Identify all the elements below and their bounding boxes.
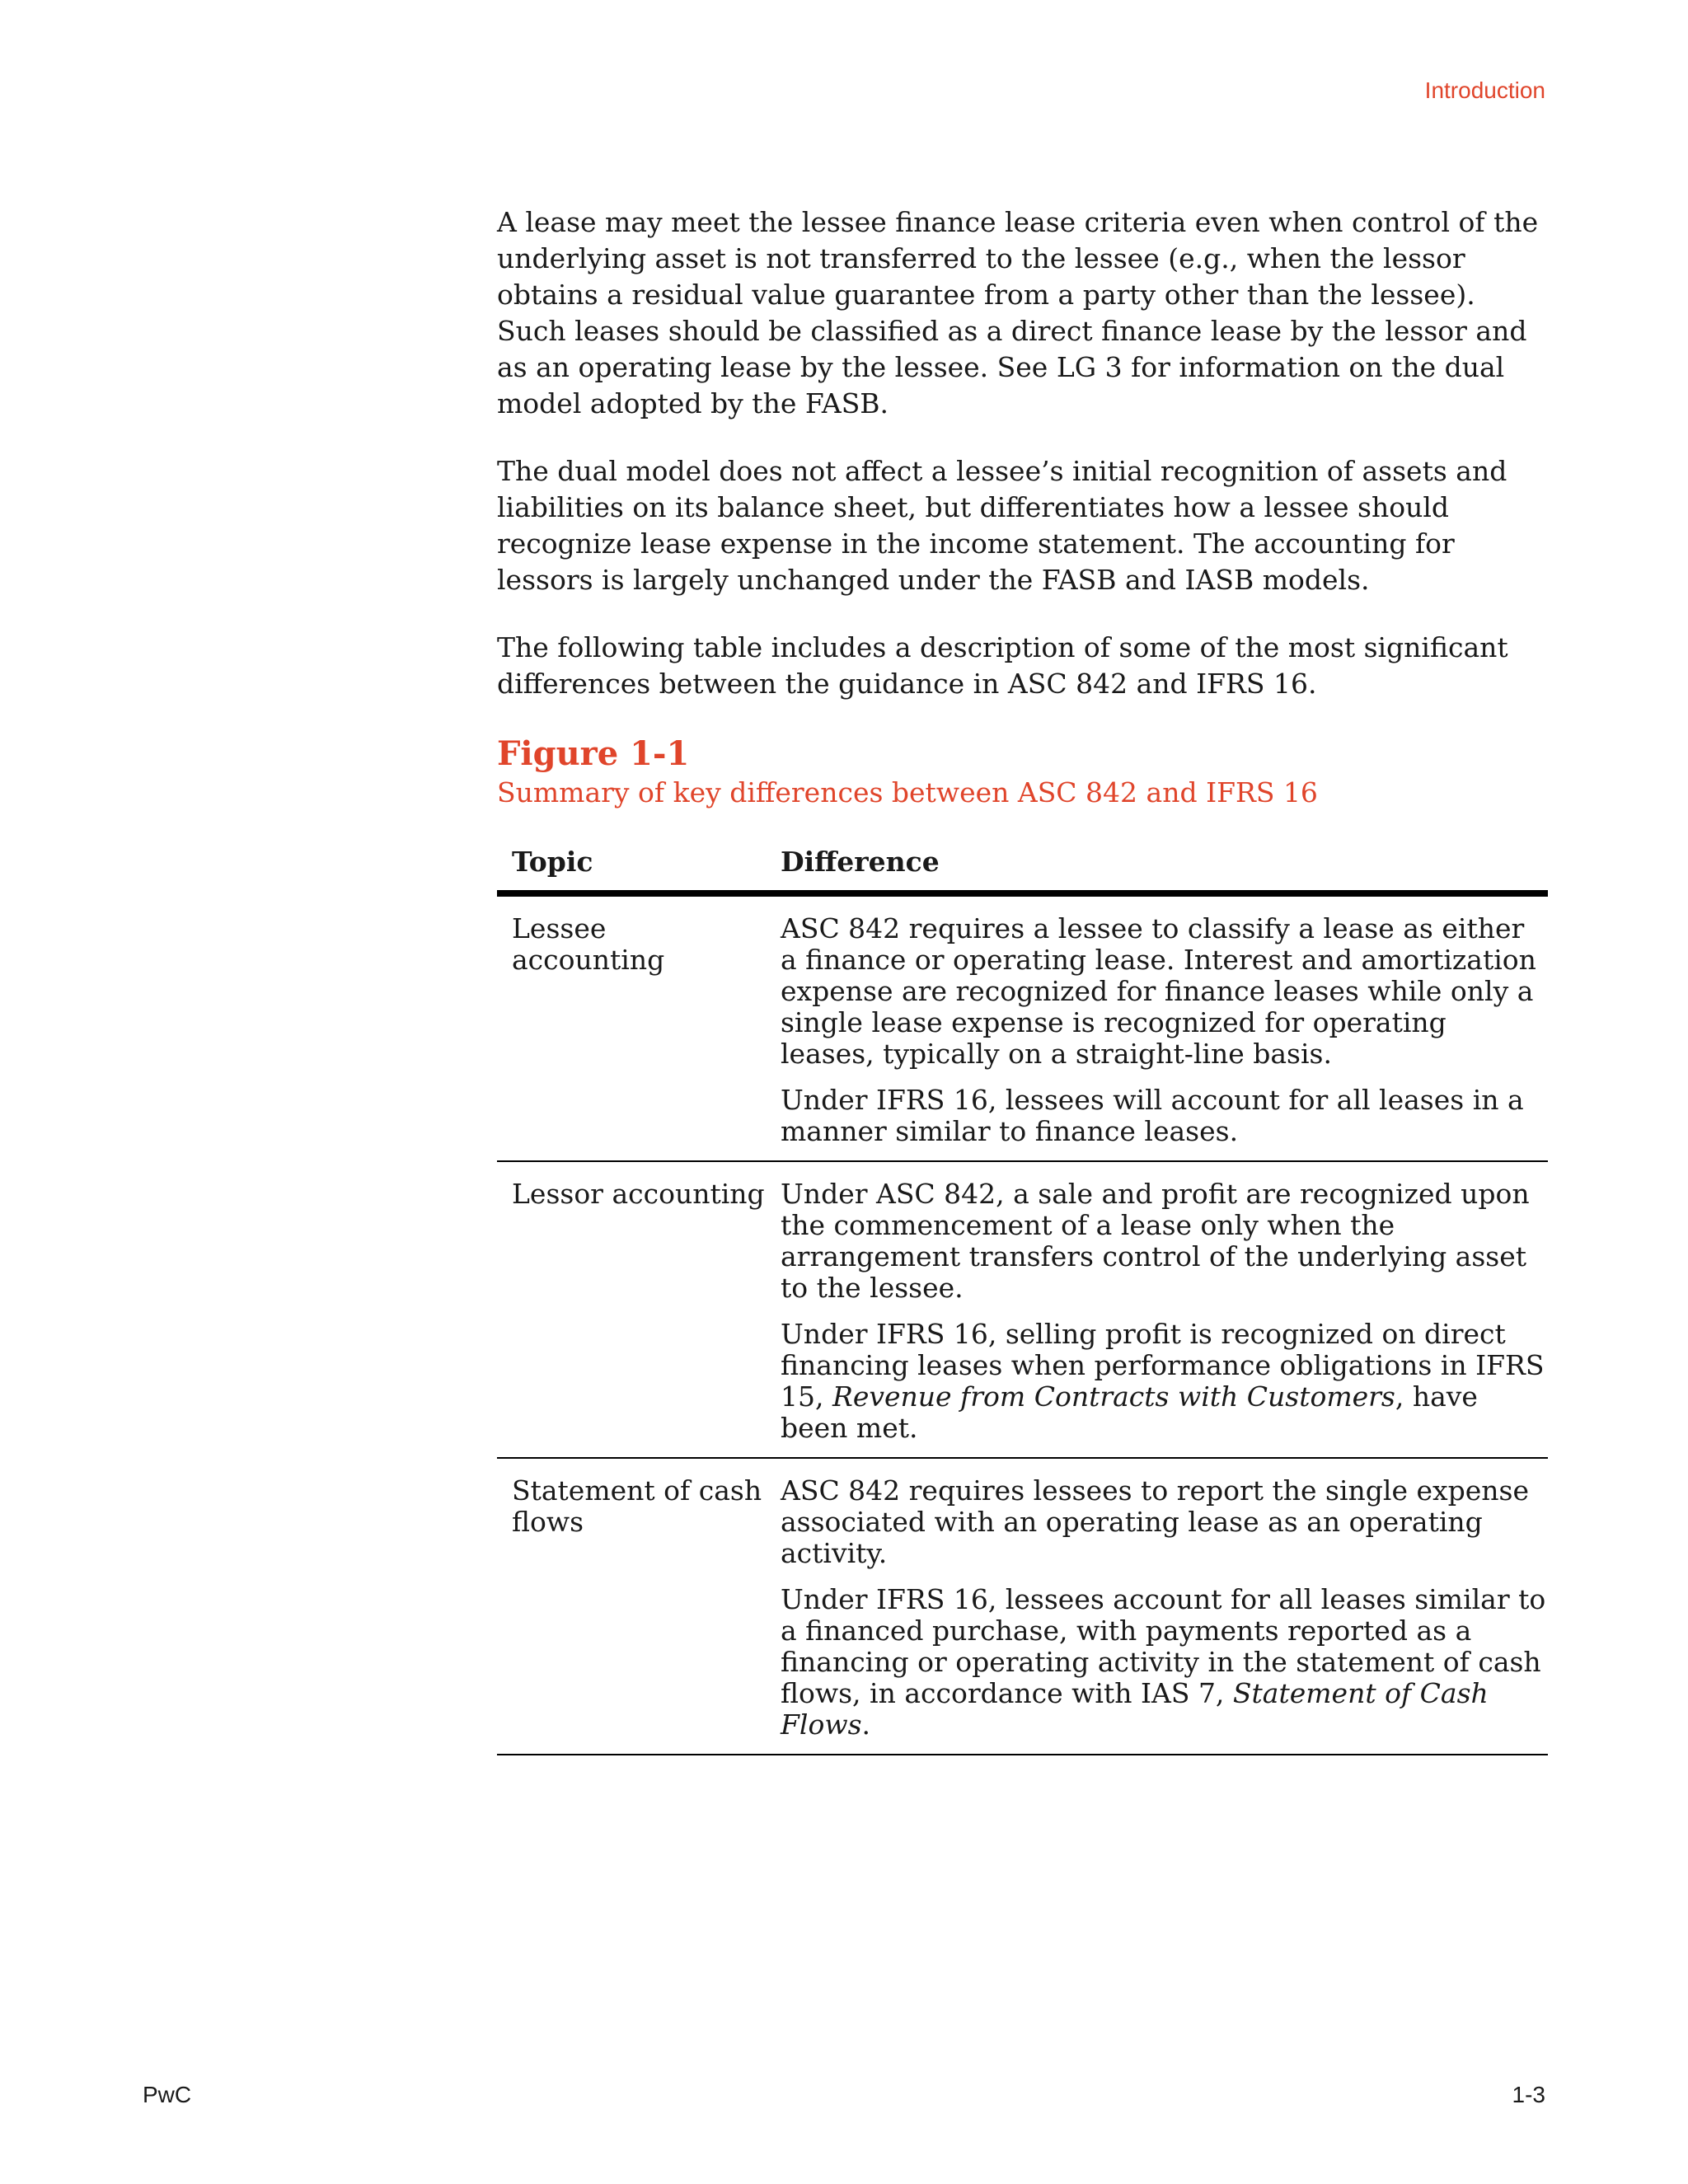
topic-cell: Lessor accounting <box>497 1161 766 1458</box>
column-header-difference: Difference <box>766 844 1548 893</box>
figure-subtitle: Summary of key differences between ASC 842 and IFRS 16 <box>497 776 1318 808</box>
difference-text-part: Under IFRS 16, lessees account for all leases similar to a financed purchase, with payments reported as a financing or operating activity in the statement of cash flows, in accordance with IAS 7, <box>781 1583 1546 1709</box>
paragraph-3: The following table includes a description of some of the most significant differences between the guidance in ASC 842 and IFRS 16. <box>497 631 1508 700</box>
paragraph-1: A lease may meet the lessee finance lease criteria even when control of the underlying asset is not transferred to the lessee (e.g., when the lessor obtains a residual value guarantee from a party other than the lessee). Such leases should be classified as a direct finance lease by the lessor and as an operating lease by the lessee. See LG 3 for information on the dual model adopted by the FASB. <box>497 206 1539 419</box>
section-header: Introduction <box>1424 77 1545 103</box>
table-row <box>497 1161 1548 1458</box>
table-row <box>497 1458 1548 1755</box>
topic-cell: Lessee accounting <box>497 893 766 1161</box>
difference-cell <box>766 1161 1548 1458</box>
difference-text: ASC 842 requires lessees to report the single expense associated with an operating lease as an operating activity. <box>781 1474 1529 1569</box>
difference-text: Under ASC 842, a sale and profit are recognized upon the commencement of a lease only when the arrangement transfers control of the underlying asset to the lessee. <box>781 1178 1530 1304</box>
standard-title-italic: Statement of Cash Flows <box>781 1677 1489 1741</box>
difference-text-part: Under IFRS 16, selling profit is recognized on direct financing leases when performance obligations in IFRS 15, <box>781 1318 1545 1413</box>
difference-text: Under IFRS 16, lessees will account for all leases in a manner similar to finance leases. <box>781 1084 1524 1147</box>
difference-text-part: . <box>861 1708 871 1741</box>
difference-text: ASC 842 requires a lessee to classify a lease as either a finance or operating lease. Interest and amortization expense are recognized for finance leases while only a single lease expense is recognized for operating leases, typically on a straight-line basis. <box>781 912 1536 1070</box>
page-number: 1-3 <box>1512 2082 1545 2107</box>
difference-text-part: , have been met. <box>781 1380 1478 1444</box>
figure-title: Figure 1-1 <box>497 734 690 773</box>
difference-text <box>781 1319 1548 1444</box>
column-header-topic: Topic <box>497 844 766 893</box>
topic-cell: Statement of cash flows <box>497 1458 766 1755</box>
difference-cell <box>766 1458 1548 1755</box>
paragraph-2: The dual model does not affect a lessee’s initial recognition of assets and liabilities on its balance sheet, but differentiates how a lessee should recognize lease expense in the income statement. The accounting for lessors is largely unchanged under the FASB and IASB models. <box>497 455 1507 596</box>
page-content <box>497 204 1548 1755</box>
table-row <box>497 893 1548 1161</box>
difference-text <box>781 1584 1548 1741</box>
differences-table <box>497 844 1548 1755</box>
standard-title-italic: Revenue from Contracts with Customers <box>832 1380 1395 1413</box>
difference-cell <box>766 893 1548 1161</box>
table-header-row <box>497 844 1548 893</box>
footer-brand: PwC <box>143 2082 192 2107</box>
